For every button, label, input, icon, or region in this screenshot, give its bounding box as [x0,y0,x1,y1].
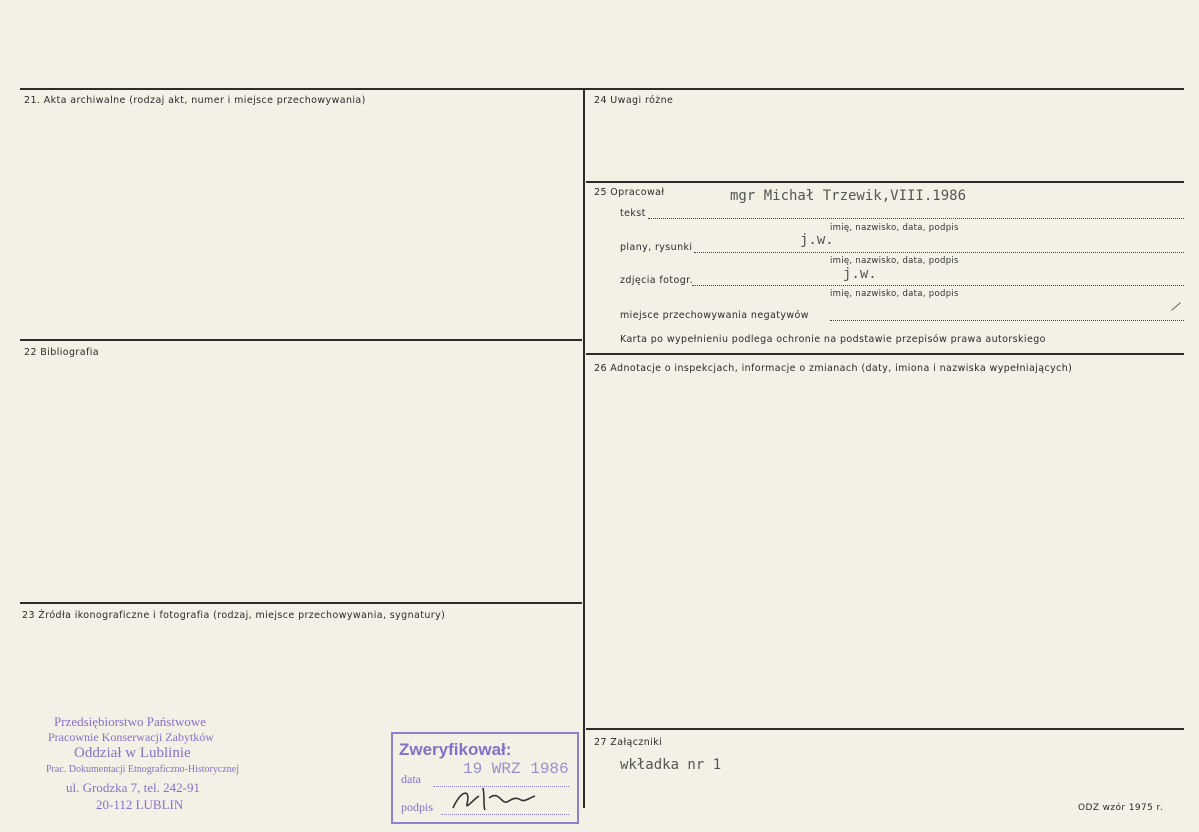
zdjecia-line [692,285,1184,286]
rule-22-23 [20,602,582,604]
zdjecia-value: j.w. [843,266,877,282]
section-21-label: 21. Akta archiwalne (rodzaj akt, numer i miejsce przechowywania) [24,95,366,106]
form-footer: ODZ wzór 1975 r. [1078,803,1164,813]
plany-caption: imię, nazwisko, data, podpis [830,256,959,266]
section-27-label: 27 Załączniki [594,737,663,748]
stamp-org-line5: ul. Grodzka 7, tel. 242-91 [66,780,200,795]
stamp-org-line3: Oddział w Lublinie [74,745,191,761]
negatywy-label: miejsce przechowywania negatywów [620,310,809,321]
top-rule [20,88,1184,90]
negatywy-line [830,320,1184,321]
signature-icon [449,784,539,814]
stamp-org-line1: Przedsiębiorstwo Państwowe [54,714,207,729]
stamp-org-line6: 20-112 LUBLIN [96,797,184,812]
rule-26-27 [586,728,1184,730]
tekst-value: mgr Michał Trzewik,VIII.1986 [730,188,967,204]
section-22-label: 22 Bibliografia [24,347,99,358]
zdjecia-label: zdjęcia fotogr. [620,275,693,286]
stamp-org-line2: Pracownie Konserwacji Zabytków [48,730,214,744]
zdjecia-caption: imię, nazwisko, data, podpis [830,289,959,299]
verify-podpis-label: podpis [401,800,434,814]
plany-value: j.w. [800,232,834,248]
rule-24-25 [586,181,1184,183]
stamp-org-line4: Prac. Dokumentacji Etnograficzno-Historycznej [46,764,239,775]
rule-25-26 [586,353,1184,355]
verify-date-value: 19 WRZ 1986 [463,760,569,778]
organization-stamp [40,714,280,818]
section-24-label: 24 Uwagi różne [594,95,674,106]
tekst-caption: imię, nazwisko, data, podpis [830,223,959,233]
tekst-label: tekst [620,208,646,219]
section-26-label: 26 Adnotacje o inspekcjach, informacje o zmianach (daty, imiona i nazwiska wypełniających) [594,363,1073,374]
middle-divider [583,90,585,808]
copyright-note: Karta po wypełnieniu podlega ochronie na podstawie przepisów prawa autorskiego [620,334,1046,345]
plany-line [694,252,1184,253]
section-23-label: 23 Źródła ikonograficzne i fotografia (rodzaj, miejsce przechowywania, sygnatury) [22,610,446,621]
tick-mark-icon [1171,302,1181,310]
verify-title: Zweryfikował: [399,740,512,759]
verify-data-label: data [401,772,421,786]
tekst-line [648,218,1184,219]
rule-21-22 [20,339,582,341]
plany-label: plany, rysunki [620,242,693,253]
verify-podpis-line [441,814,569,815]
verification-stamp [391,732,579,824]
section-25-label: 25 Opracował [594,187,665,198]
zalaczniki-value: wkładka nr 1 [620,757,722,773]
